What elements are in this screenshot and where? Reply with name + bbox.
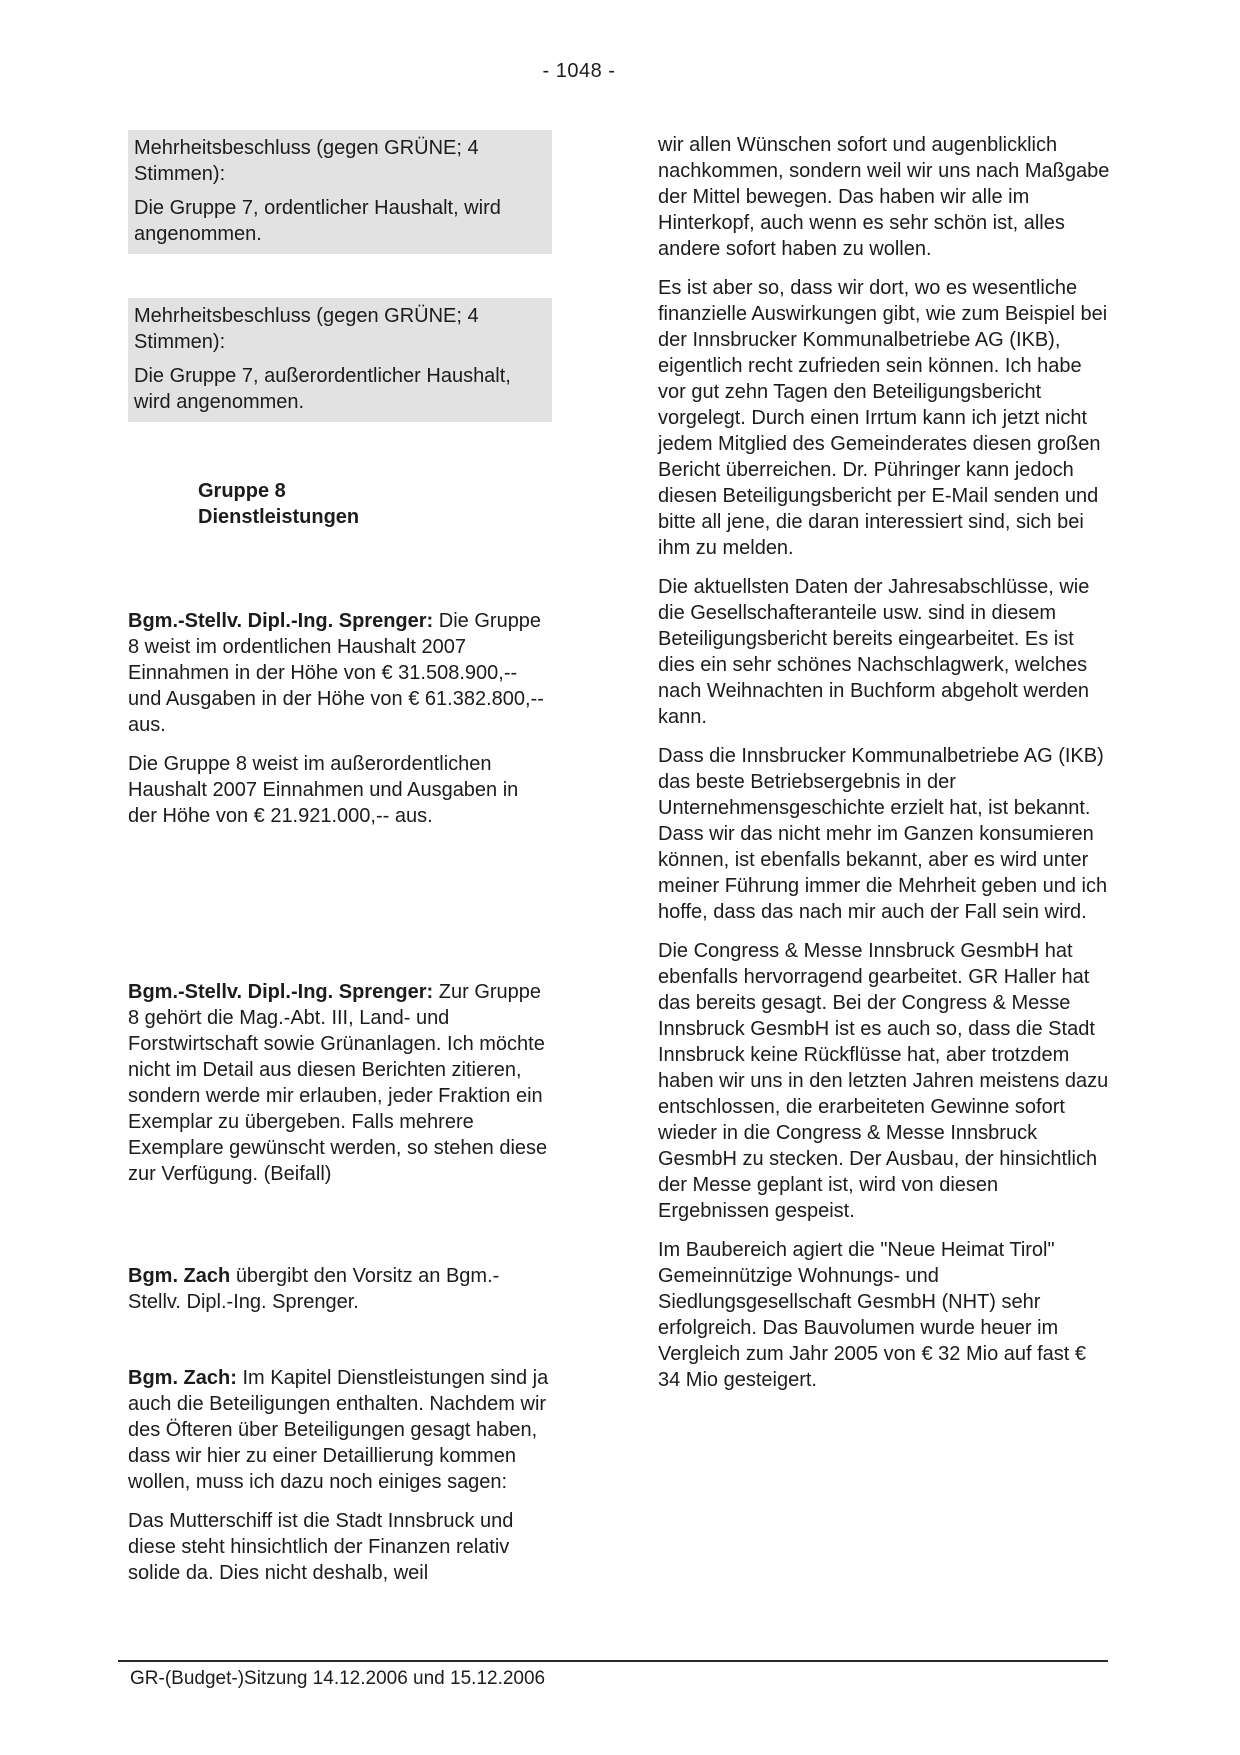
speech-paragraph	[128, 1263, 552, 1315]
speech-paragraph	[128, 751, 552, 829]
decision-box-2-heading: Mehrheitsbeschluss (gegen GRÜNE; 4 Stimmen):	[134, 305, 479, 353]
paragraph-text: Die Gruppe 8 weist im außerordentlichen Haushalt 2007 Einnahmen und Ausgaben in der Höhe von € 21.921.000,-- aus.	[128, 753, 519, 827]
decision-box-1-body: Die Gruppe 7, ordentlicher Haushalt, wird angenommen.	[134, 197, 501, 245]
paragraph-text: Die Gruppe 8 weist im ordentlichen Haushalt 2007 Einnahmen in der Höhe von € 31.508.900,-- und Ausgaben in der Höhe von € 61.382.800,-- aus.	[128, 610, 544, 736]
body-paragraph	[658, 1237, 1113, 1393]
speech-paragraph	[128, 1365, 552, 1495]
paragraph-text: Im Baubereich agiert die "Neue Heimat Tirol" Gemeinnützige Wohnungs- und Siedlungsgesellschaft GesmbH (NHT) sehr erfolgreich. Das Bauvolumen wurde heuer im Vergleich zum Jahr 2005 von € 32 Mio auf fast € 34 Mio gesteigert.	[658, 1239, 1087, 1391]
decision-box-2-body: Die Gruppe 7, außerordentlicher Haushalt, wird angenommen.	[134, 365, 511, 413]
section-heading-group: Gruppe 8	[198, 480, 286, 502]
paragraph-text: Im Kapitel Dienstleistungen sind ja auch die Beteiligungen enthalten. Nachdem wir des Öfteren über Beteiligungen gesagt haben, dass wir hier zu einer Detaillierung kommen wollen, muss ich dazu noch einiges sagen:	[128, 1367, 549, 1493]
speech-paragraph	[128, 608, 552, 738]
paragraph-text: Es ist aber so, dass wir dort, wo es wesentliche finanzielle Auswirkungen gibt, wie zum Beispiel bei der Innsbrucker Kommunalbetriebe AG (IKB), eigentlich recht zufrieden sein können. Ich habe vor gut zehn Tagen den Beteiligungsbericht vorgelegt. Durch einen Irrtum kann ich jetzt nicht jedem Mitglied des Gemeinderates diesen großen Bericht überreichen. Dr. Pühringer kann jedoch diesen Beteiligungsbericht per E-Mail senden und bitte all jene, die daran interessiert sind, sich bei ihm zu melden.	[658, 277, 1108, 559]
body-paragraph	[658, 574, 1113, 730]
page-number: - 1048 -	[542, 60, 616, 82]
paragraph-text: Das Mutterschiff ist die Stadt Innsbruck und diese steht hinsichtlich der Finanzen relativ solide da. Dies nicht deshalb, weil	[128, 1510, 514, 1584]
footer-divider	[118, 1660, 1108, 1662]
body-paragraph	[658, 275, 1113, 561]
section-heading-title: Dienstleistungen	[198, 506, 360, 528]
speech-paragraph	[128, 1508, 552, 1586]
speaker-name: Bgm. Zach:	[128, 1367, 237, 1389]
paragraph-text: übergibt den Vorsitz an Bgm.-Stellv. Dipl.-Ing. Sprenger.	[128, 1265, 500, 1313]
speaker-name: Bgm. Zach	[128, 1265, 231, 1287]
paragraph-text: Dass die Innsbrucker Kommunalbetriebe AG (IKB) das beste Betriebsergebnis in der Unternehmensgeschichte erzielt hat, ist bekannt. Dass wir das nicht mehr im Ganzen konsumieren können, ist ebenfalls bekannt, aber es wird unter meiner Führung immer die Mehrheit geben und ich hoffe, dass das nach mir auch der Fall sein wird.	[658, 745, 1108, 923]
speaker-name: Bgm.-Stellv. Dipl.-Ing. Sprenger:	[128, 981, 434, 1003]
paragraph-text: wir allen Wünschen sofort und augenblicklich nachkommen, sondern weil wir uns nach Maßgabe der Mittel bewegen. Das haben wir alle im Hinterkopf, auch wenn es sehr schön ist, alles andere sofort haben zu wollen.	[658, 134, 1110, 260]
decision-box-2	[128, 298, 552, 422]
paragraph-text: Die Congress & Messe Innsbruck GesmbH hat ebenfalls hervorragend gearbeitet. GR Haller hat das bereits gesagt. Bei der Congress & Messe Innsbruck GesmbH ist es auch so, dass die Stadt Innsbruck keine Rückflüsse hat, aber trotzdem haben wir uns in den letzten Jahren meistens dazu entschlossen, die erarbeiteten Gewinne sofort wieder in die Congress & Messe Innsbruck GesmbH zu stecken. Der Ausbau, der hinsichtlich der Messe geplant ist, wird von diesen Ergebnissen gespeist.	[658, 940, 1109, 1222]
section-heading	[128, 478, 552, 530]
speech-paragraph	[128, 979, 552, 1187]
body-paragraph	[658, 938, 1113, 1224]
speaker-name: Bgm.-Stellv. Dipl.-Ing. Sprenger:	[128, 610, 434, 632]
decision-box-1-heading: Mehrheitsbeschluss (gegen GRÜNE; 4 Stimmen):	[134, 137, 479, 185]
paragraph-text: Die aktuellsten Daten der Jahresabschlüsse, wie die Gesellschafteranteile usw. sind in diesem Beteiligungsbericht bereits eingearbeitet. Es ist dies ein sehr schönes Nachschlagwerk, welches nach Weihnachten in Buchform abgeholt werden kann.	[658, 576, 1090, 728]
right-column	[658, 132, 1113, 1393]
body-paragraph	[658, 743, 1113, 925]
left-column	[128, 130, 552, 1586]
decision-box-1	[128, 130, 552, 254]
body-paragraph	[658, 132, 1113, 262]
paragraph-text: Zur Gruppe 8 gehört die Mag.-Abt. III, Land- und Forstwirtschaft sowie Grünanlagen. Ich möchte nicht im Detail aus diesen Berichten zitieren, sondern werde mir erlauben, jeder Fraktion ein Exemplar zu übergeben. Falls mehrere Exemplare gewünscht werden, so stehen diese zur Verfügung. (Beifall)	[128, 981, 548, 1185]
footer-session-label: GR-(Budget-)Sitzung 14.12.2006 und 15.12.2006	[130, 1668, 546, 1689]
